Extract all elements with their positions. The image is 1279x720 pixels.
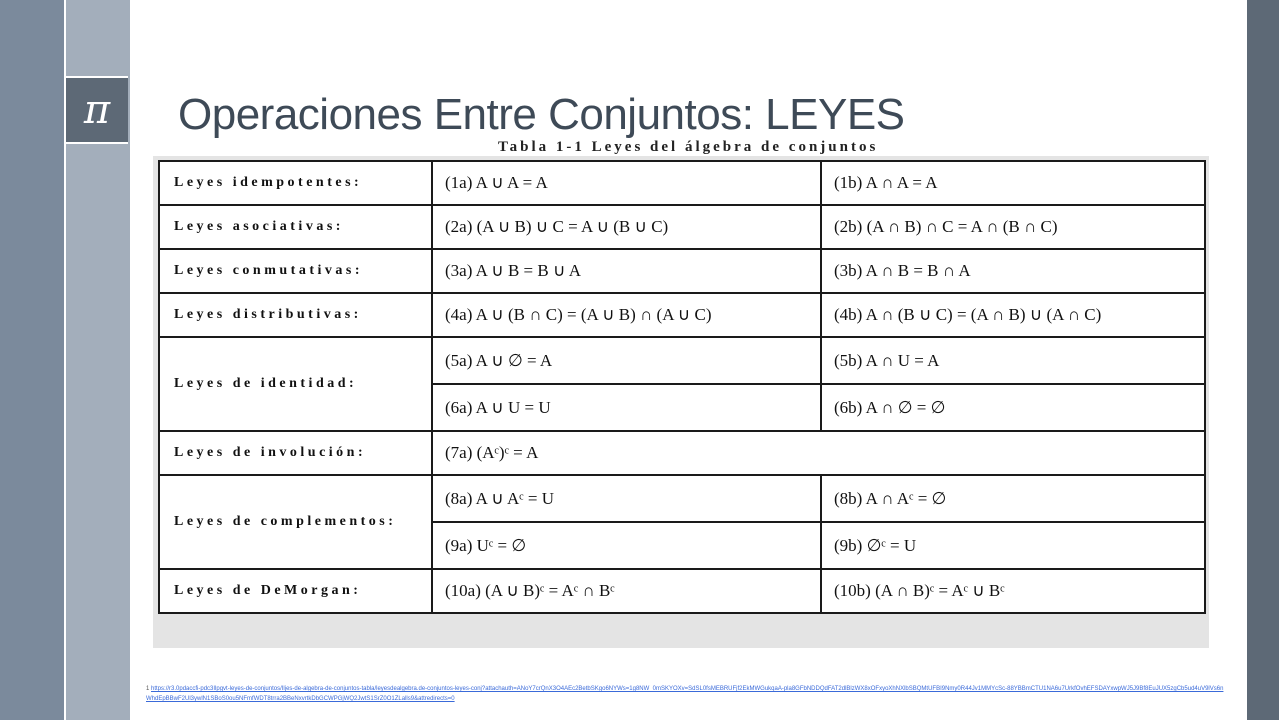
slide-title: Operaciones Entre Conjuntos: LEYES — [178, 90, 905, 139]
law-formula-b: (1b) A ∩ A = A — [821, 161, 1205, 205]
table-row — [159, 431, 1205, 475]
law-formula-a: (10a) (A ∪ B)ᶜ = Aᶜ ∩ Bᶜ — [432, 569, 821, 613]
table-row — [159, 337, 1205, 384]
table-row — [159, 569, 1205, 613]
footnote — [146, 684, 1226, 704]
law-formula-a: (5a) A ∪ ∅ = A — [432, 337, 821, 384]
law-formula-a: (8a) A ∪ Aᶜ = U — [432, 475, 821, 522]
law-formula-b: (5b) A ∩ U = A — [821, 337, 1205, 384]
right-decorative-band — [1247, 0, 1279, 720]
law-name: Leyes conmutativas: — [159, 249, 432, 293]
pi-symbol: π — [83, 87, 111, 133]
table-row — [159, 205, 1205, 249]
law-formula-b: (3b) A ∩ B = B ∩ A — [821, 249, 1205, 293]
table-row — [159, 249, 1205, 293]
set-laws-table — [158, 160, 1206, 614]
law-name: Leyes asociativas: — [159, 205, 432, 249]
law-formula-a: (7a) (Aᶜ)ᶜ = A — [432, 431, 1205, 475]
law-name: Leyes de DeMorgan: — [159, 569, 432, 613]
law-formula-b: (9b) ∅ᶜ = U — [821, 522, 1205, 569]
left-dark-band — [0, 0, 64, 720]
law-formula-b: (10b) (A ∩ B)ᶜ = Aᶜ ∪ Bᶜ — [821, 569, 1205, 613]
law-formula-a: (6a) A ∪ U = U — [432, 384, 821, 431]
law-formula-a: (3a) A ∪ B = B ∪ A — [432, 249, 821, 293]
table-caption: Tabla 1-1 Leyes del álgebra de conjuntos — [498, 139, 879, 155]
law-formula-a: (2a) (A ∪ B) ∪ C = A ∪ (B ∪ C) — [432, 205, 821, 249]
law-name: Leyes de identidad: — [159, 337, 432, 431]
footnote-marker: 1 — [146, 686, 150, 692]
law-formula-b: (2b) (A ∩ B) ∩ C = A ∩ (B ∩ C) — [821, 205, 1205, 249]
law-formula-b: (8b) A ∩ Aᶜ = ∅ — [821, 475, 1205, 522]
footnote-source-link[interactable]: https://r3.0pdaccfi-pdc3Ilpgvt-leyes-de-conjuntos/Iljes-de-algebra-de-conjuntos-tabla/leyesdealgebra.de-conjuntos-leyes-conj?attachauth=ANoY7crQnX3O4AEc2BetbSKgo6NYWs=1g8NW_0mSKYOXv=SdSL0fsMEBRUFjf2EkMWGukqaA-pla8GFbNDDQdFAT2dlBlzWX8xOFxyoXhNXlbSBQMtUFBI9Nmy0R44Jv1MMYcSc-88YBBmCTU1NA6u7UrkfOvhEFSDAYxwpWJ5J9Bf8EuJUX5zgCb5ud4uV9lVs6nWhdEpBBwF2Ul3ywlN1SBoS0ou5NFmfWDT8trra2BBeNxvrtkDbGCWPGjWQ2JwtS1SrZ0O1ZLalls9&attredirects=0 — [146, 686, 1224, 702]
law-name: Leyes distributivas: — [159, 293, 432, 337]
pi-logo-icon — [66, 76, 128, 144]
law-formula-a: (4a) A ∪ (B ∩ C) = (A ∪ B) ∩ (A ∪ C) — [432, 293, 821, 337]
table-row — [159, 161, 1205, 205]
law-name: Leyes idempotentes: — [159, 161, 432, 205]
law-formula-a: (9a) Uᶜ = ∅ — [432, 522, 821, 569]
law-formula-b: (4b) A ∩ (B ∪ C) = (A ∩ B) ∪ (A ∩ C) — [821, 293, 1205, 337]
table-row — [159, 475, 1205, 522]
law-name: Leyes de involución: — [159, 431, 432, 475]
table-row — [159, 293, 1205, 337]
law-formula-b: (6b) A ∩ ∅ = ∅ — [821, 384, 1205, 431]
law-formula-a: (1a) A ∪ A = A — [432, 161, 821, 205]
law-name: Leyes de complementos: — [159, 475, 432, 569]
